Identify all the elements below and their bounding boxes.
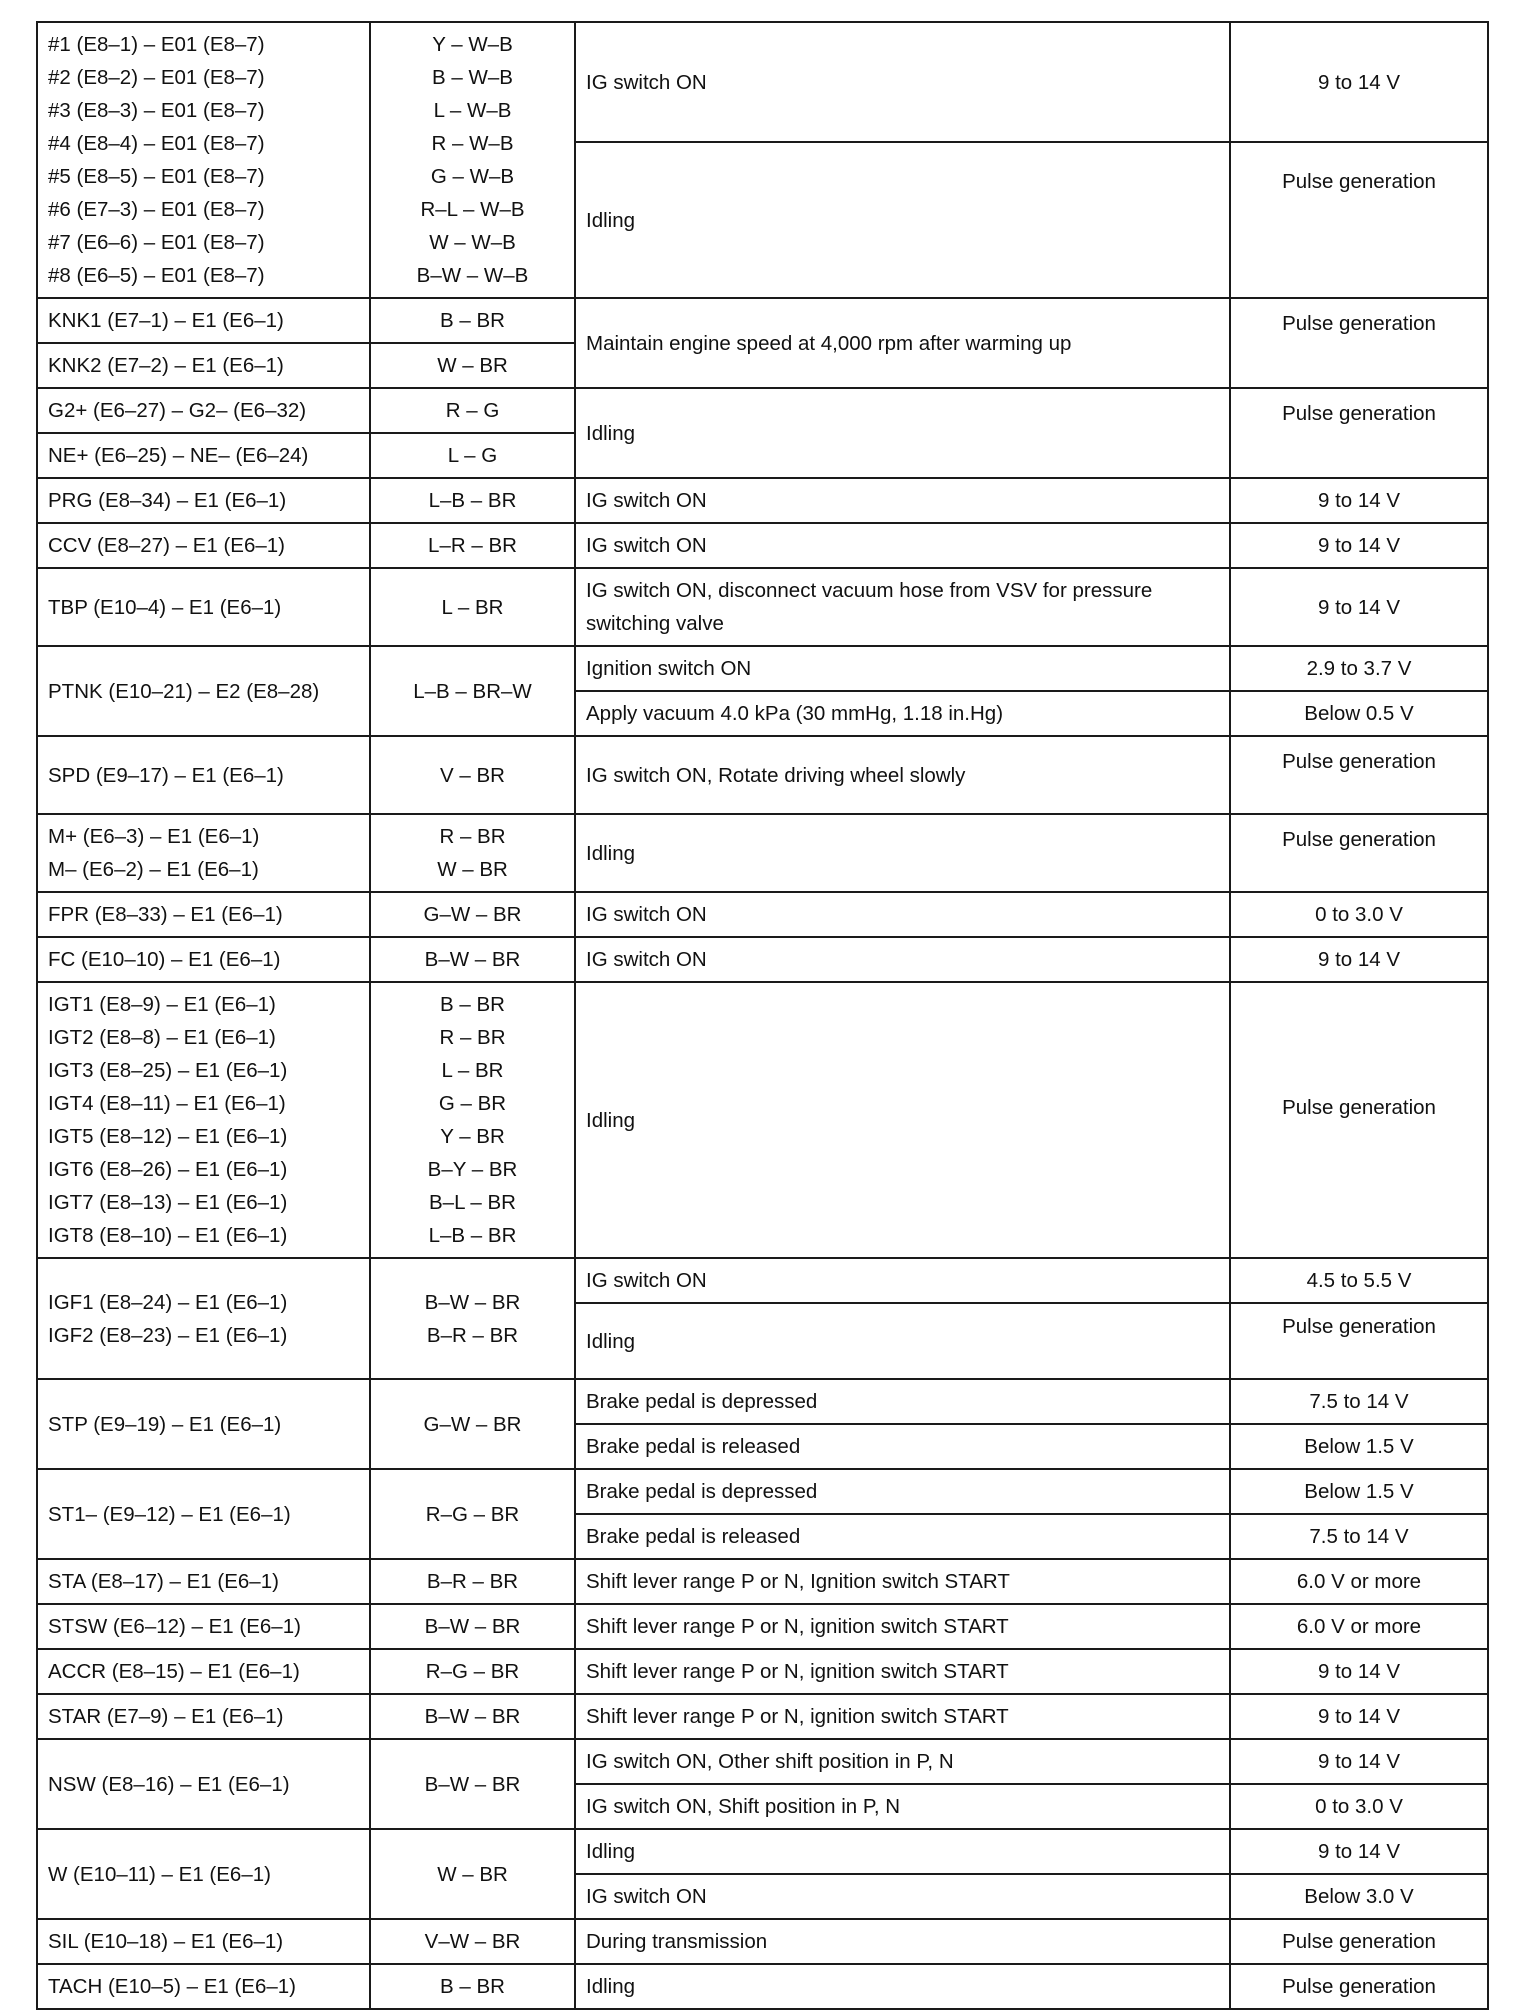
terminal-cell — [37, 1258, 370, 1379]
table-row — [37, 1604, 1488, 1649]
condition-cell: Shift lever range P or N, ignition switch START — [575, 1604, 1230, 1649]
terminal-label: #5 (E8–5) – E01 (E8–7) — [48, 165, 265, 188]
terminal-cell: CCV (E8–27) – E1 (E6–1) — [37, 523, 370, 568]
table-row — [37, 1649, 1488, 1694]
table-row — [37, 1964, 1488, 2009]
condition-cell: Idling — [575, 814, 1230, 892]
terminal-cell: STP (E9–19) – E1 (E6–1) — [37, 1379, 370, 1469]
wire-color-cell — [370, 814, 575, 892]
wire-color-cell: B–W – BR — [370, 1604, 575, 1649]
terminal-label: #3 (E8–3) – E01 (E8–7) — [48, 99, 265, 122]
table-row — [37, 1559, 1488, 1604]
spec-cell: Below 0.5 V — [1230, 691, 1488, 736]
spec-cell: Pulse generation — [1230, 298, 1488, 388]
terminal-cell: KNK1 (E7–1) – E1 (E6–1) — [37, 298, 370, 343]
wire-color-cell: W – BR — [370, 343, 575, 388]
condition-cell: Idling — [575, 1964, 1230, 2009]
wire-color-label: B – W–B — [432, 66, 513, 89]
table-row — [37, 568, 1488, 646]
terminal-label: IGF2 (E8–23) – E1 (E6–1) — [48, 1323, 288, 1347]
condition-cell: Idling — [575, 982, 1230, 1258]
terminal-label: IGT5 (E8–12) – E1 (E6–1) — [48, 1125, 288, 1148]
terminal-label: M– (E6–2) – E1 (E6–1) — [48, 858, 259, 881]
condition-cell: Brake pedal is released — [575, 1514, 1230, 1559]
terminal-cell: SIL (E10–18) – E1 (E6–1) — [37, 1919, 370, 1964]
terminal-voltage-table-sheet — [36, 21, 1487, 2010]
table-row — [37, 523, 1488, 568]
condition-cell: IG switch ON — [575, 892, 1230, 937]
wire-color-label: Y – W–B — [432, 33, 513, 56]
terminal-label: IGF1 (E8–24) – E1 (E6–1) — [48, 1290, 288, 1314]
spec-cell: 9 to 14 V — [1230, 22, 1488, 142]
wire-color-label: Y – BR — [440, 1125, 505, 1148]
terminal-cell: PRG (E8–34) – E1 (E6–1) — [37, 478, 370, 523]
terminal-cell: TBP (E10–4) – E1 (E6–1) — [37, 568, 370, 646]
terminal-label: IGT8 (E8–10) – E1 (E6–1) — [48, 1224, 288, 1247]
condition-cell: IG switch ON — [575, 1874, 1230, 1919]
spec-cell: Below 3.0 V — [1230, 1874, 1488, 1919]
spec-cell: 9 to 14 V — [1230, 523, 1488, 568]
condition-cell: Apply vacuum 4.0 kPa (30 mmHg, 1.18 in.Hg) — [575, 691, 1230, 736]
wire-color-label: B–R – BR — [426, 1323, 519, 1347]
terminal-label: #6 (E7–3) – E01 (E8–7) — [48, 198, 265, 221]
table-row — [37, 1258, 1488, 1303]
wire-color-label: R – W–B — [431, 132, 514, 155]
wire-color-cell: L–R – BR — [370, 523, 575, 568]
spec-cell: Pulse generation — [1230, 814, 1488, 892]
condition-cell: IG switch ON, disconnect vacuum hose from VSV for pressure switching valve — [575, 568, 1230, 646]
terminal-label: #7 (E6–6) – E01 (E8–7) — [48, 231, 265, 254]
spec-cell: Pulse generation — [1230, 388, 1488, 478]
spec-cell: 0 to 3.0 V — [1230, 1784, 1488, 1829]
spec-cell: 7.5 to 14 V — [1230, 1514, 1488, 1559]
terminal-cell: STSW (E6–12) – E1 (E6–1) — [37, 1604, 370, 1649]
terminal-cell: SPD (E9–17) – E1 (E6–1) — [37, 736, 370, 814]
terminal-label: IGT7 (E8–13) – E1 (E6–1) — [48, 1191, 288, 1214]
wire-color-label: B–W – W–B — [416, 264, 529, 287]
spec-cell: Pulse generation — [1230, 1964, 1488, 2009]
spec-cell: Pulse generation — [1230, 1303, 1488, 1379]
terminal-cell: FPR (E8–33) – E1 (E6–1) — [37, 892, 370, 937]
condition-cell: IG switch ON — [575, 937, 1230, 982]
table-row — [37, 982, 1488, 1258]
terminal-cell: ST1– (E9–12) – E1 (E6–1) — [37, 1469, 370, 1559]
table-row — [37, 1739, 1488, 1784]
wire-color-cell: L–B – BR — [370, 478, 575, 523]
condition-cell: IG switch ON, Shift position in P, N — [575, 1784, 1230, 1829]
condition-cell: IG switch ON — [575, 478, 1230, 523]
table-row — [37, 478, 1488, 523]
wire-color-label: R – BR — [439, 1026, 506, 1049]
table-row — [37, 1379, 1488, 1424]
terminal-cell — [37, 22, 370, 298]
wire-color-cell: B – BR — [370, 1964, 575, 2009]
terminal-label: IGT3 (E8–25) – E1 (E6–1) — [48, 1059, 288, 1082]
spec-cell: 9 to 14 V — [1230, 568, 1488, 646]
wire-color-cell: R–G – BR — [370, 1649, 575, 1694]
table-row — [37, 1694, 1488, 1739]
terminal-label: IGT2 (E8–8) – E1 (E6–1) — [48, 1026, 276, 1049]
spec-cell: 6.0 V or more — [1230, 1604, 1488, 1649]
spec-cell: Pulse generation — [1230, 736, 1488, 814]
spec-cell: Pulse generation — [1230, 982, 1488, 1258]
spec-cell: 9 to 14 V — [1230, 937, 1488, 982]
wire-color-cell: G–W – BR — [370, 892, 575, 937]
spec-cell: 9 to 14 V — [1230, 1694, 1488, 1739]
spec-cell: 9 to 14 V — [1230, 478, 1488, 523]
wire-color-label: R–L – W–B — [420, 198, 525, 221]
condition-cell: Shift lever range P or N, Ignition switch START — [575, 1559, 1230, 1604]
terminal-voltage-table — [36, 21, 1489, 2010]
condition-cell: Shift lever range P or N, ignition switch START — [575, 1694, 1230, 1739]
wire-color-cell: V–W – BR — [370, 1919, 575, 1964]
terminal-cell: FC (E10–10) – E1 (E6–1) — [37, 937, 370, 982]
condition-cell: Ignition switch ON — [575, 646, 1230, 691]
table-row — [37, 937, 1488, 982]
condition-cell: Brake pedal is depressed — [575, 1379, 1230, 1424]
wire-color-label: G – BR — [438, 1092, 507, 1115]
terminal-cell: G2+ (E6–27) – G2– (E6–32) — [37, 388, 370, 433]
wire-color-cell: L–B – BR–W — [370, 646, 575, 736]
table-row — [37, 814, 1488, 892]
condition-cell: Idling — [575, 1303, 1230, 1379]
wire-color-cell: R–G – BR — [370, 1469, 575, 1559]
condition-cell: Maintain engine speed at 4,000 rpm after warming up — [575, 298, 1230, 388]
condition-cell: IG switch ON, Rotate driving wheel slowly — [575, 736, 1230, 814]
spec-cell: 2.9 to 3.7 V — [1230, 646, 1488, 691]
table-row — [37, 646, 1488, 691]
terminal-label: #8 (E6–5) – E01 (E8–7) — [48, 264, 265, 287]
wire-color-label: W – W–B — [429, 231, 516, 254]
spec-cell: Pulse generation — [1230, 142, 1488, 298]
wire-color-label: B–L – BR — [429, 1191, 516, 1214]
wire-color-cell — [370, 982, 575, 1258]
wire-color-label: L – W–B — [433, 99, 512, 122]
spec-cell: 9 to 14 V — [1230, 1829, 1488, 1874]
wire-color-cell: B–W – BR — [370, 1739, 575, 1829]
condition-cell: Brake pedal is depressed — [575, 1469, 1230, 1514]
wire-color-label: B–W – BR — [424, 1290, 521, 1314]
spec-cell: 6.0 V or more — [1230, 1559, 1488, 1604]
wire-color-cell: L – G — [370, 433, 575, 478]
table-row — [37, 22, 1488, 142]
wire-color-label: R – BR — [439, 825, 506, 848]
spec-cell: 7.5 to 14 V — [1230, 1379, 1488, 1424]
terminal-label: IGT1 (E8–9) – E1 (E6–1) — [48, 993, 276, 1016]
table-row — [37, 736, 1488, 814]
wire-color-cell: V – BR — [370, 736, 575, 814]
spec-cell: 9 to 14 V — [1230, 1649, 1488, 1694]
wire-color-cell: G–W – BR — [370, 1379, 575, 1469]
wire-color-cell: B–W – BR — [370, 1694, 575, 1739]
terminal-label: #2 (E8–2) – E01 (E8–7) — [48, 66, 265, 89]
terminal-label: M+ (E6–3) – E1 (E6–1) — [48, 825, 260, 848]
table-row — [37, 388, 1488, 433]
spec-cell: 4.5 to 5.5 V — [1230, 1258, 1488, 1303]
wire-color-label: B – BR — [440, 993, 505, 1016]
wire-color-label: W – BR — [437, 858, 508, 881]
terminal-cell: TACH (E10–5) – E1 (E6–1) — [37, 1964, 370, 2009]
terminal-cell: STAR (E7–9) – E1 (E6–1) — [37, 1694, 370, 1739]
wire-color-label: L–B – BR — [428, 1224, 517, 1247]
table-row — [37, 1919, 1488, 1964]
wire-color-cell: W – BR — [370, 1829, 575, 1919]
table-row — [37, 892, 1488, 937]
table-row — [37, 1469, 1488, 1514]
terminal-cell: STA (E8–17) – E1 (E6–1) — [37, 1559, 370, 1604]
wire-color-label: L – BR — [441, 1059, 504, 1082]
condition-cell: IG switch ON — [575, 523, 1230, 568]
spec-cell: 9 to 14 V — [1230, 1739, 1488, 1784]
wire-color-cell: B–W – BR — [370, 937, 575, 982]
spec-cell: 0 to 3.0 V — [1230, 892, 1488, 937]
condition-cell: Idling — [575, 1829, 1230, 1874]
terminal-cell: KNK2 (E7–2) – E1 (E6–1) — [37, 343, 370, 388]
condition-cell: IG switch ON, Other shift position in P, N — [575, 1739, 1230, 1784]
condition-cell: Shift lever range P or N, ignition switch START — [575, 1649, 1230, 1694]
table-row — [37, 298, 1488, 343]
condition-cell: IG switch ON — [575, 22, 1230, 142]
spec-cell: Below 1.5 V — [1230, 1424, 1488, 1469]
condition-cell: During transmission — [575, 1919, 1230, 1964]
condition-cell: IG switch ON — [575, 1258, 1230, 1303]
condition-cell: Idling — [575, 142, 1230, 298]
condition-cell: Brake pedal is released — [575, 1424, 1230, 1469]
wire-color-label: G – W–B — [430, 165, 515, 188]
wire-color-cell — [370, 1258, 575, 1379]
condition-cell: Idling — [575, 388, 1230, 478]
terminal-cell — [37, 814, 370, 892]
spec-cell: Pulse generation — [1230, 1919, 1488, 1964]
terminal-cell: ACCR (E8–15) – E1 (E6–1) — [37, 1649, 370, 1694]
spec-cell: Below 1.5 V — [1230, 1469, 1488, 1514]
terminal-label: IGT6 (E8–26) – E1 (E6–1) — [48, 1158, 288, 1181]
wire-color-cell: B–R – BR — [370, 1559, 575, 1604]
wire-color-cell: B – BR — [370, 298, 575, 343]
terminal-cell: NE+ (E6–25) – NE– (E6–24) — [37, 433, 370, 478]
terminal-cell: W (E10–11) – E1 (E6–1) — [37, 1829, 370, 1919]
wire-color-label: B–Y – BR — [427, 1158, 518, 1181]
terminal-cell: NSW (E8–16) – E1 (E6–1) — [37, 1739, 370, 1829]
wire-color-cell: R – G — [370, 388, 575, 433]
terminal-label: #1 (E8–1) – E01 (E8–7) — [48, 33, 265, 56]
terminal-label: IGT4 (E8–11) – E1 (E6–1) — [48, 1092, 286, 1115]
wire-color-cell — [370, 22, 575, 298]
wire-color-cell: L – BR — [370, 568, 575, 646]
terminal-cell: PTNK (E10–21) – E2 (E8–28) — [37, 646, 370, 736]
terminal-cell — [37, 982, 370, 1258]
terminal-label: #4 (E8–4) – E01 (E8–7) — [48, 132, 265, 155]
table-row — [37, 1829, 1488, 1874]
